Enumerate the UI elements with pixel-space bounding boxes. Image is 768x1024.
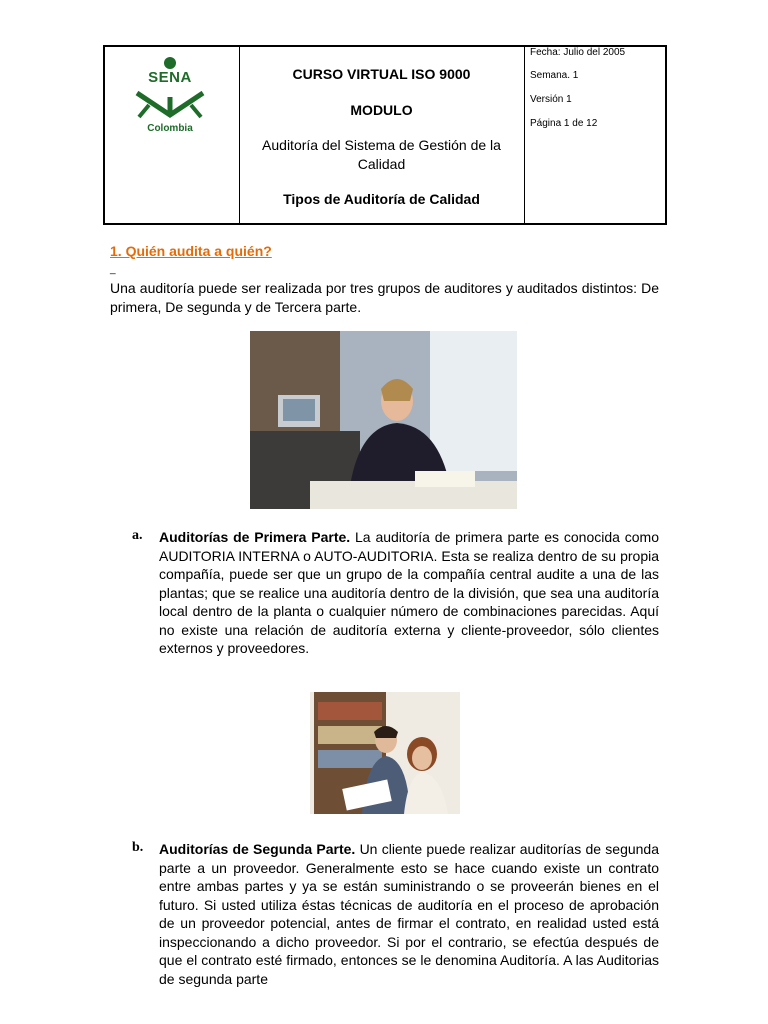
section-title: 1. Quién audita a quién? xyxy=(110,243,272,259)
first-party-text: La auditoría de primera parte es conocida como AUDITORIA INTERNA o AUTO-AUDITORIA. Esta se realiza dentro de su propia compañía, puede ser que un grupo de la compañía central audite a una de las plantas; que se realice una auditoría dentro de la división, que sea una auditoría local dentro de la planta o cualquier número de combinaciones parecidas. Aquí no existe una relación de auditoría externa y cliente-proveedor, sólo clientes externos y proveedores. xyxy=(159,529,660,656)
section-dash: _ xyxy=(110,264,116,275)
meeting-photo xyxy=(310,692,460,814)
second-party-lead: Auditorías de Segunda Parte. xyxy=(159,841,356,857)
week-meta: Semana. 1 xyxy=(530,70,579,81)
document-header xyxy=(103,45,667,225)
header-divider xyxy=(524,47,525,223)
second-party-text: Un cliente puede realizar auditorías de segunda parte a un proveedor. Generalmente esto se hace cuando existe un contrato entre ambas partes y ya se están suministrando o se proveerán bienes en el futuro. Si usted utiliza éstas técnicas de auditoría en el proceso de aprobación de un proveedor potencial, antes de firmar el contrato, en realidad usted está inspeccionando a dicho proveedor. Si por el contrario, se efectúa después de que el contrato esté firmado, entonces se le denomina Auditoría. A las Auditorias de segunda parte xyxy=(159,841,659,987)
item-marker-a: a. xyxy=(132,528,143,543)
item-marker-b: b. xyxy=(132,840,144,855)
page-meta: Página 1 de 12 xyxy=(530,118,598,129)
woman-at-desk-image xyxy=(250,331,517,509)
first-party-lead: Auditorías de Primera Parte. xyxy=(159,529,351,545)
version-meta: Versión 1 xyxy=(530,94,572,105)
header-title-cell xyxy=(240,47,523,223)
date-meta: Fecha: Julio del 2005 xyxy=(530,47,626,58)
course-title: CURSO VIRTUAL ISO 9000 xyxy=(292,66,471,82)
topic-title: Tipos de Auditoría de Calidad xyxy=(283,191,480,207)
logo-country: Colombia xyxy=(147,123,193,134)
module-label: MODULO xyxy=(350,102,413,118)
two-people-reviewing-image xyxy=(310,692,460,814)
second-party-paragraph xyxy=(159,840,659,988)
first-party-paragraph xyxy=(159,528,659,658)
sena-logo-icon xyxy=(133,53,207,123)
intro-paragraph: Una auditoría puede ser realizada por tres grupos de auditores y auditados distintos: De primera, De segunda y de Tercera parte. xyxy=(110,280,659,315)
subject-title: Auditoría del Sistema de Gestión de la Calidad xyxy=(262,137,501,172)
logo-name: SENA xyxy=(148,69,192,86)
office-photo xyxy=(250,331,517,509)
header-meta-cell xyxy=(530,47,665,223)
logo-cell xyxy=(105,47,239,223)
